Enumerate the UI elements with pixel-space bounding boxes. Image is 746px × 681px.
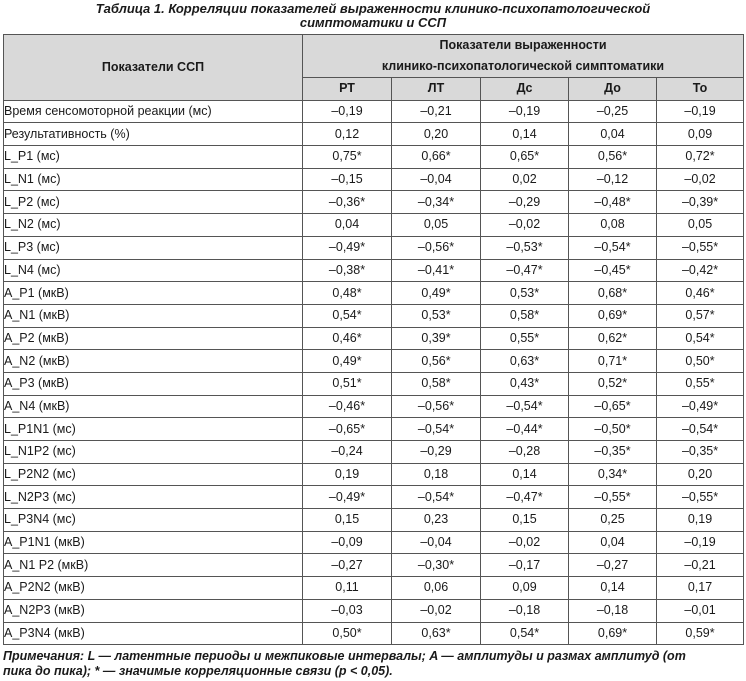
correlation-cell: 0,46* bbox=[303, 327, 392, 350]
correlation-cell: –0,56* bbox=[392, 236, 481, 259]
correlation-cell: –0,02 bbox=[481, 531, 569, 554]
table-row bbox=[4, 123, 744, 146]
column-header: ЛТ bbox=[392, 78, 481, 101]
correlation-cell: 0,09 bbox=[657, 123, 744, 146]
row-label: A_P3 (мкВ) bbox=[4, 372, 303, 395]
correlation-cell: 0,25 bbox=[569, 509, 657, 532]
correlation-cell: 0,02 bbox=[481, 168, 569, 191]
table-row bbox=[4, 350, 744, 373]
correlation-cell: –0,48* bbox=[569, 191, 657, 214]
correlation-cell: –0,55* bbox=[657, 486, 744, 509]
row-label: A_P1 (мкВ) bbox=[4, 282, 303, 305]
table-row bbox=[4, 599, 744, 622]
correlation-cell: 0,52* bbox=[569, 372, 657, 395]
group-header-line-1: Показатели выраженности bbox=[439, 38, 607, 52]
correlation-cell: –0,55* bbox=[657, 236, 744, 259]
correlation-cell: –0,18 bbox=[481, 599, 569, 622]
row-label: L_N4 (мс) bbox=[4, 259, 303, 282]
row-label: L_N1 (мс) bbox=[4, 168, 303, 191]
note-line-2: пика до пика); * — значимые корреляционные связи (р < 0,05). bbox=[3, 664, 393, 679]
column-header: То bbox=[657, 78, 744, 101]
correlation-cell: –0,19 bbox=[657, 531, 744, 554]
correlation-cell: –0,19 bbox=[303, 100, 392, 123]
correlation-cell: 0,49* bbox=[392, 282, 481, 305]
row-label: L_P3 (мс) bbox=[4, 236, 303, 259]
correlation-cell: 0,69* bbox=[569, 304, 657, 327]
column-header: РТ bbox=[303, 78, 392, 101]
row-header-label: Показатели ССП bbox=[4, 35, 303, 101]
correlation-cell: 0,55* bbox=[481, 327, 569, 350]
correlation-cell: 0,57* bbox=[657, 304, 744, 327]
correlation-cell: 0,05 bbox=[392, 214, 481, 237]
correlation-cell: –0,27 bbox=[569, 554, 657, 577]
table-row bbox=[4, 418, 744, 441]
correlation-cell: –0,47* bbox=[481, 259, 569, 282]
correlation-cell: –0,49* bbox=[657, 395, 744, 418]
correlation-cell: 0,15 bbox=[303, 509, 392, 532]
table-row bbox=[4, 304, 744, 327]
correlation-cell: –0,38* bbox=[303, 259, 392, 282]
table-row bbox=[4, 146, 744, 169]
correlation-cell: –0,65* bbox=[569, 395, 657, 418]
row-label: L_P2N2 (мс) bbox=[4, 463, 303, 486]
correlation-cell: 0,65* bbox=[481, 146, 569, 169]
correlation-cell: 0,63* bbox=[481, 350, 569, 373]
table-row bbox=[4, 168, 744, 191]
correlation-cell: 0,19 bbox=[303, 463, 392, 486]
table-row bbox=[4, 622, 744, 645]
correlation-cell: 0,66* bbox=[392, 146, 481, 169]
correlation-cell: –0,54* bbox=[569, 236, 657, 259]
correlation-cell: –0,54* bbox=[392, 486, 481, 509]
correlation-cell: 0,46* bbox=[657, 282, 744, 305]
correlation-cell: 0,34* bbox=[569, 463, 657, 486]
correlation-cell: 0,04 bbox=[569, 123, 657, 146]
correlation-cell: –0,29 bbox=[392, 441, 481, 464]
correlation-cell: –0,56* bbox=[392, 395, 481, 418]
correlation-cell: 0,58* bbox=[392, 372, 481, 395]
correlation-cell: 0,09 bbox=[481, 577, 569, 600]
column-header: До bbox=[569, 78, 657, 101]
table-row bbox=[4, 327, 744, 350]
row-label: A_P3N4 (мкВ) bbox=[4, 622, 303, 645]
table-row bbox=[4, 509, 744, 532]
correlation-cell: –0,53* bbox=[481, 236, 569, 259]
table-row bbox=[4, 191, 744, 214]
correlation-cell: –0,47* bbox=[481, 486, 569, 509]
correlation-cell: 0,11 bbox=[303, 577, 392, 600]
correlation-cell: 0,15 bbox=[481, 509, 569, 532]
row-label: L_N2P3 (мс) bbox=[4, 486, 303, 509]
correlation-cell: 0,04 bbox=[569, 531, 657, 554]
correlation-cell: 0,49* bbox=[303, 350, 392, 373]
note-line-1: Примечания: L — латентные периоды и межпиковые интервалы; A — амплитуды и размах амплитуд (от bbox=[3, 649, 686, 664]
correlation-cell: –0,17 bbox=[481, 554, 569, 577]
correlation-cell: 0,75* bbox=[303, 146, 392, 169]
correlation-cell: –0,49* bbox=[303, 486, 392, 509]
correlation-cell: 0,48* bbox=[303, 282, 392, 305]
correlation-cell: 0,54* bbox=[303, 304, 392, 327]
row-label: A_N1 (мкВ) bbox=[4, 304, 303, 327]
correlation-cell: –0,15 bbox=[303, 168, 392, 191]
table-row bbox=[4, 259, 744, 282]
correlation-cell: 0,53* bbox=[392, 304, 481, 327]
correlation-cell: 0,23 bbox=[392, 509, 481, 532]
row-label: Результативность (%) bbox=[4, 123, 303, 146]
row-label: A_P1N1 (мкВ) bbox=[4, 531, 303, 554]
row-label: A_N4 (мкВ) bbox=[4, 395, 303, 418]
correlation-cell: 0,14 bbox=[481, 463, 569, 486]
correlation-cell: –0,35* bbox=[569, 441, 657, 464]
correlation-cell: 0,53* bbox=[481, 282, 569, 305]
correlation-cell: –0,30* bbox=[392, 554, 481, 577]
correlation-cell: –0,54* bbox=[392, 418, 481, 441]
correlation-cell: –0,02 bbox=[657, 168, 744, 191]
table-row bbox=[4, 372, 744, 395]
correlation-cell: 0,56* bbox=[569, 146, 657, 169]
row-label: Время сенсомоторной реакции (мс) bbox=[4, 100, 303, 123]
correlation-cell: –0,25 bbox=[569, 100, 657, 123]
correlation-cell: –0,54* bbox=[657, 418, 744, 441]
correlation-cell: 0,68* bbox=[569, 282, 657, 305]
correlation-cell: –0,01 bbox=[657, 599, 744, 622]
caption-line-1: Таблица 1. Корреляции показателей выраженности клинико-психопатологической bbox=[95, 1, 651, 16]
correlation-cell: –0,19 bbox=[481, 100, 569, 123]
correlation-cell: 0,06 bbox=[392, 577, 481, 600]
correlation-cell: 0,71* bbox=[569, 350, 657, 373]
correlation-cell: 0,39* bbox=[392, 327, 481, 350]
correlation-cell: 0,59* bbox=[657, 622, 744, 645]
correlation-cell: 0,20 bbox=[392, 123, 481, 146]
row-label: A_N2 (мкВ) bbox=[4, 350, 303, 373]
correlation-cell: –0,21 bbox=[657, 554, 744, 577]
correlation-cell: 0,56* bbox=[392, 350, 481, 373]
correlation-cell: 0,62* bbox=[569, 327, 657, 350]
row-label: A_N2P3 (мкВ) bbox=[4, 599, 303, 622]
correlation-cell: –0,50* bbox=[569, 418, 657, 441]
correlation-cell: 0,04 bbox=[303, 214, 392, 237]
correlation-cell: 0,17 bbox=[657, 577, 744, 600]
correlation-cell: –0,21 bbox=[392, 100, 481, 123]
correlation-table bbox=[3, 34, 744, 645]
table-caption bbox=[0, 0, 746, 34]
table-row bbox=[4, 395, 744, 418]
table-row bbox=[4, 554, 744, 577]
correlation-cell: –0,27 bbox=[303, 554, 392, 577]
correlation-cell: –0,65* bbox=[303, 418, 392, 441]
correlation-cell: 0,58* bbox=[481, 304, 569, 327]
correlation-cell: 0,05 bbox=[657, 214, 744, 237]
row-label: L_N2 (мс) bbox=[4, 214, 303, 237]
correlation-cell: 0,54* bbox=[657, 327, 744, 350]
correlation-cell: –0,36* bbox=[303, 191, 392, 214]
correlation-cell: –0,02 bbox=[481, 214, 569, 237]
correlation-cell: 0,19 bbox=[657, 509, 744, 532]
table-row bbox=[4, 577, 744, 600]
header-row-group bbox=[4, 35, 744, 78]
correlation-cell: 0,20 bbox=[657, 463, 744, 486]
correlation-cell: –0,39* bbox=[657, 191, 744, 214]
correlation-cell: –0,24 bbox=[303, 441, 392, 464]
table-row bbox=[4, 463, 744, 486]
correlation-cell: 0,14 bbox=[481, 123, 569, 146]
row-label: L_N1P2 (мс) bbox=[4, 441, 303, 464]
row-label: A_N1 P2 (мкВ) bbox=[4, 554, 303, 577]
correlation-cell: 0,12 bbox=[303, 123, 392, 146]
column-header: Дс bbox=[481, 78, 569, 101]
correlation-cell: –0,55* bbox=[569, 486, 657, 509]
correlation-cell: 0,43* bbox=[481, 372, 569, 395]
correlation-cell: –0,12 bbox=[569, 168, 657, 191]
correlation-cell: –0,28 bbox=[481, 441, 569, 464]
row-label: A_P2N2 (мкВ) bbox=[4, 577, 303, 600]
correlation-cell: –0,54* bbox=[481, 395, 569, 418]
correlation-cell: –0,42* bbox=[657, 259, 744, 282]
table-note bbox=[3, 649, 743, 679]
correlation-cell: 0,55* bbox=[657, 372, 744, 395]
correlation-cell: 0,54* bbox=[481, 622, 569, 645]
correlation-cell: –0,45* bbox=[569, 259, 657, 282]
correlation-cell: –0,04 bbox=[392, 168, 481, 191]
correlation-cell: –0,35* bbox=[657, 441, 744, 464]
group-header bbox=[303, 35, 744, 78]
table-row bbox=[4, 282, 744, 305]
correlation-cell: –0,09 bbox=[303, 531, 392, 554]
table-row bbox=[4, 214, 744, 237]
table-row bbox=[4, 100, 744, 123]
correlation-cell: –0,19 bbox=[657, 100, 744, 123]
correlation-cell: –0,46* bbox=[303, 395, 392, 418]
correlation-cell: 0,69* bbox=[569, 622, 657, 645]
correlation-cell: 0,14 bbox=[569, 577, 657, 600]
correlation-cell: –0,02 bbox=[392, 599, 481, 622]
caption-line-2: симптоматики и ССП bbox=[299, 15, 447, 30]
correlation-cell: 0,63* bbox=[392, 622, 481, 645]
correlation-cell: 0,08 bbox=[569, 214, 657, 237]
group-header-line-2: клинико-психопатологической симптоматики bbox=[381, 59, 665, 73]
table-row bbox=[4, 236, 744, 259]
correlation-cell: 0,18 bbox=[392, 463, 481, 486]
table-row bbox=[4, 531, 744, 554]
correlation-cell: –0,41* bbox=[392, 259, 481, 282]
correlation-cell: –0,18 bbox=[569, 599, 657, 622]
correlation-cell: –0,03 bbox=[303, 599, 392, 622]
row-label: L_P1 (мс) bbox=[4, 146, 303, 169]
table-row bbox=[4, 486, 744, 509]
row-label: A_P2 (мкВ) bbox=[4, 327, 303, 350]
correlation-cell: 0,50* bbox=[657, 350, 744, 373]
table-row bbox=[4, 441, 744, 464]
row-label: L_P2 (мс) bbox=[4, 191, 303, 214]
correlation-cell: 0,50* bbox=[303, 622, 392, 645]
correlation-cell: –0,44* bbox=[481, 418, 569, 441]
correlation-cell: –0,49* bbox=[303, 236, 392, 259]
row-label: L_P3N4 (мс) bbox=[4, 509, 303, 532]
correlation-cell: –0,04 bbox=[392, 531, 481, 554]
table-body bbox=[4, 100, 744, 645]
correlation-cell: 0,72* bbox=[657, 146, 744, 169]
correlation-cell: –0,29 bbox=[481, 191, 569, 214]
correlation-cell: 0,51* bbox=[303, 372, 392, 395]
row-label: L_P1N1 (мс) bbox=[4, 418, 303, 441]
correlation-cell: –0,34* bbox=[392, 191, 481, 214]
